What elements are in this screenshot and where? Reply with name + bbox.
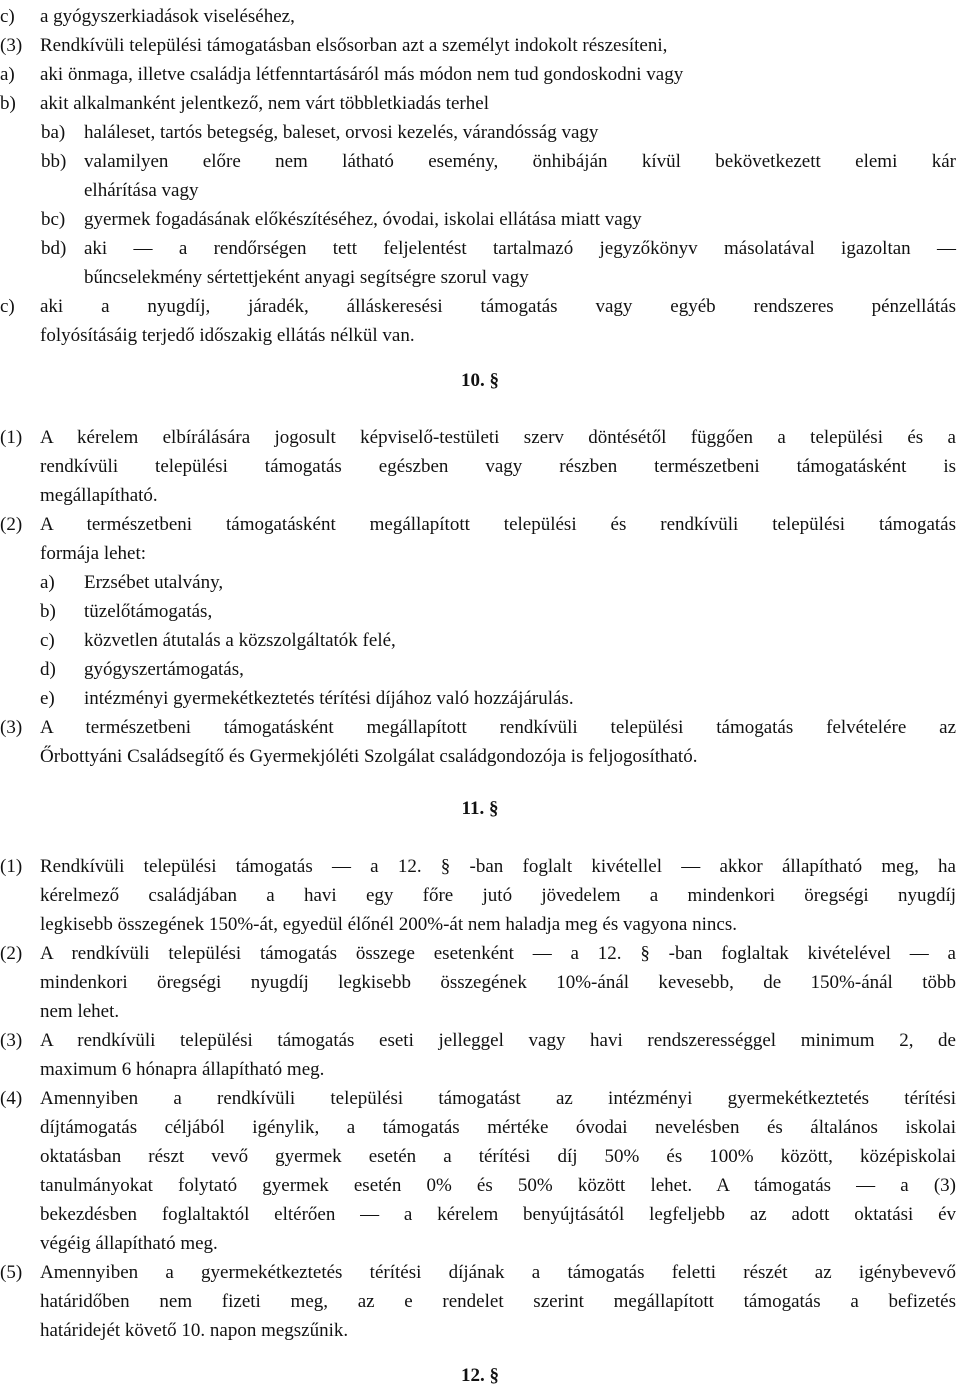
item-label: ba) [41, 122, 66, 143]
text-line [0, 60, 960, 89]
text-line [0, 292, 960, 321]
text-line [0, 939, 960, 968]
item-label: (3) [0, 717, 23, 738]
item-label: (1) [0, 856, 23, 877]
item-label: bb) [41, 151, 67, 172]
item-label: e) [40, 688, 55, 709]
item-label: b) [40, 601, 56, 622]
item-label: d) [40, 659, 56, 680]
text-line [0, 568, 960, 597]
text-line [0, 713, 960, 742]
item-text: maximum 6 hónapra állapítható meg. [40, 1059, 325, 1080]
item-text: végéig állapítható meg. [40, 1233, 218, 1254]
item-text: kérelmező családjában a havi egy főre jutó jövedelem a mindenkori öregségi nyugdíj [40, 885, 956, 906]
text-line [0, 1229, 960, 1258]
item-text: oktatásban részt vevő gyermek esetén a térítési díj 50% és 100% között, középiskolai [40, 1146, 956, 1167]
text-line [0, 1316, 960, 1345]
text-line [0, 597, 960, 626]
item-label: (4) [0, 1088, 23, 1109]
item-text: Rendkívüli települési támogatás — a 12. § -ban foglalt kivétellel — akkor állapítható meg, ha [40, 856, 956, 877]
item-text: A kérelem elbírálására jogosult képviselő-testületi szerv döntésétől függően a települési és a [40, 427, 956, 448]
item-text: megállapítható. [40, 485, 158, 506]
item-text: nem lehet. [40, 1001, 120, 1022]
item-text: aki önmaga, illetve családja létfenntartásáról más módon nem tud gondoskodni vagy [40, 64, 684, 85]
item-text: tüzelőtámogatás, [84, 601, 213, 622]
text-line [0, 234, 960, 263]
item-text: A természetbeni támogatásként megállapított települési és rendkívüli települési támogatás [40, 514, 956, 535]
text-line [0, 89, 960, 118]
section-heading: 12. § [461, 1365, 499, 1386]
item-label: (3) [0, 35, 23, 56]
item-text: Amennyiben a gyermekétkeztetés térítési díjának a támogatás feletti részét az igénybevevő [40, 1262, 956, 1283]
text-line [0, 655, 960, 684]
item-label: c) [40, 630, 55, 651]
item-text: akit alkalmanként jelentkező, nem várt többletkiadás terhel [40, 93, 489, 114]
item-text: intézményi gyermekétkeztetés térítési díjához való hozzájárulás. [84, 688, 574, 709]
item-label: (3) [0, 1030, 23, 1051]
item-text: határidőben nem fizeti meg, az e rendelet szerint megállapított támogatás a befizetés [40, 1291, 956, 1312]
item-text: Erzsébet utalvány, [84, 572, 224, 593]
item-text: Őrbottyáni Családsegítő és Gyermekjóléti Szolgálat családgondozója is feljogosítható. [40, 746, 698, 767]
text-line [0, 510, 960, 539]
item-text: gyógyszertámogatás, [84, 659, 244, 680]
text-line [0, 452, 960, 481]
text-line [0, 1026, 960, 1055]
text-line [0, 1171, 960, 1200]
text-line [0, 321, 960, 350]
text-line [0, 968, 960, 997]
text-line [0, 176, 960, 205]
item-text: valamilyen előre nem látható esemény, önhibáján kívül bekövetkezett elemi kár [84, 151, 956, 172]
item-label: bd) [41, 238, 67, 259]
section-heading: 10. § [461, 370, 499, 391]
item-text: A természetbeni támogatásként megállapított rendkívüli települési támogatás felvételére az [40, 717, 956, 738]
item-label: (2) [0, 514, 23, 535]
text-line [0, 118, 960, 147]
text-line [0, 1084, 960, 1113]
item-text: A rendkívüli települési támogatás eseti jelleggel vagy havi rendszerességgel minimum 2, de [40, 1030, 956, 1051]
text-line [0, 31, 960, 60]
item-text: közvetlen átutalás a közszolgáltatók felé, [84, 630, 396, 651]
item-text: rendkívüli települési támogatás egészben vagy részben természetbeni támogatásként is [40, 456, 956, 477]
item-label: (5) [0, 1262, 23, 1283]
text-line [0, 2, 960, 31]
text-line [0, 742, 960, 771]
text-line [0, 881, 960, 910]
item-label: (2) [0, 943, 23, 964]
item-text: Rendkívüli települési támogatásban elsősorban azt a személyt indokolt részesíteni, [40, 35, 668, 56]
text-line [0, 1287, 960, 1316]
item-text: mindenkori öregségi nyugdíj legkisebb összegének 10%-ánál kevesebb, de 150%-ánál több [40, 972, 956, 993]
text-line [0, 997, 960, 1026]
item-text: haláleset, tartós betegség, baleset, orvosi kezelés, várandósság vagy [84, 122, 599, 143]
text-line [0, 684, 960, 713]
item-text: díjtámogatás céljából igénylik, a támogatás mértéke óvodai nevelésben és általános iskolai [40, 1117, 956, 1138]
section-heading: 11. § [461, 798, 499, 819]
text-line [0, 626, 960, 655]
item-label: c) [0, 296, 15, 317]
item-label: (1) [0, 427, 23, 448]
item-label: a) [0, 64, 15, 85]
text-line [0, 539, 960, 568]
text-line [0, 852, 960, 881]
item-label: bc) [41, 209, 66, 230]
text-line [0, 1200, 960, 1229]
item-text: Amennyiben a rendkívüli települési támogatást az intézményi gyermekétkeztetés térítési [40, 1088, 956, 1109]
text-line [0, 910, 960, 939]
text-line [0, 481, 960, 510]
item-text: bűncselekmény sértettjeként anyagi segítségre szorul vagy [84, 267, 529, 288]
item-text: gyermek fogadásának előkészítéséhez, óvodai, iskolai ellátása miatt vagy [84, 209, 642, 230]
item-text: aki — a rendőrségen tett feljelentést tartalmazó jegyzőkönyv másolatával igazoltan — [84, 238, 956, 259]
item-text: tanulmányokat folytató gyermek esetén 0% és 50% között lehet. A támogatás — a (3) [40, 1175, 956, 1196]
text-line [0, 1258, 960, 1287]
item-text: formája lehet: [40, 543, 147, 564]
text-line [0, 1142, 960, 1171]
text-line [0, 263, 960, 292]
item-text: A rendkívüli települési támogatás összege esetenként — a 12. § -ban foglaltak kivételével — a [40, 943, 956, 964]
text-line [0, 205, 960, 234]
item-text: a gyógyszerkiadások viseléséhez, [40, 6, 295, 27]
text-line [0, 147, 960, 176]
text-line [0, 1055, 960, 1084]
item-text: legkisebb összegének 150%-át, egyedül élőnél 200%-át nem haladja meg és vagyona nincs. [40, 914, 737, 935]
item-label: c) [0, 6, 15, 27]
item-text: folyósításáig terjedő időszakig ellátás nélkül van. [40, 325, 415, 346]
item-label: b) [0, 93, 16, 114]
item-label: a) [40, 572, 55, 593]
item-text: bekezdésben foglaltaktól eltérően — a kérelem benyújtásától legfeljebb az adott oktatási év [40, 1204, 956, 1225]
item-text: aki a nyugdíj, járadék, álláskeresési támogatás vagy egyéb rendszeres pénzellátás [40, 296, 956, 317]
item-text: határidejét követő 10. napon megszűnik. [40, 1320, 349, 1341]
text-line [0, 423, 960, 452]
text-line [0, 1113, 960, 1142]
item-text: elhárítása vagy [84, 180, 199, 201]
